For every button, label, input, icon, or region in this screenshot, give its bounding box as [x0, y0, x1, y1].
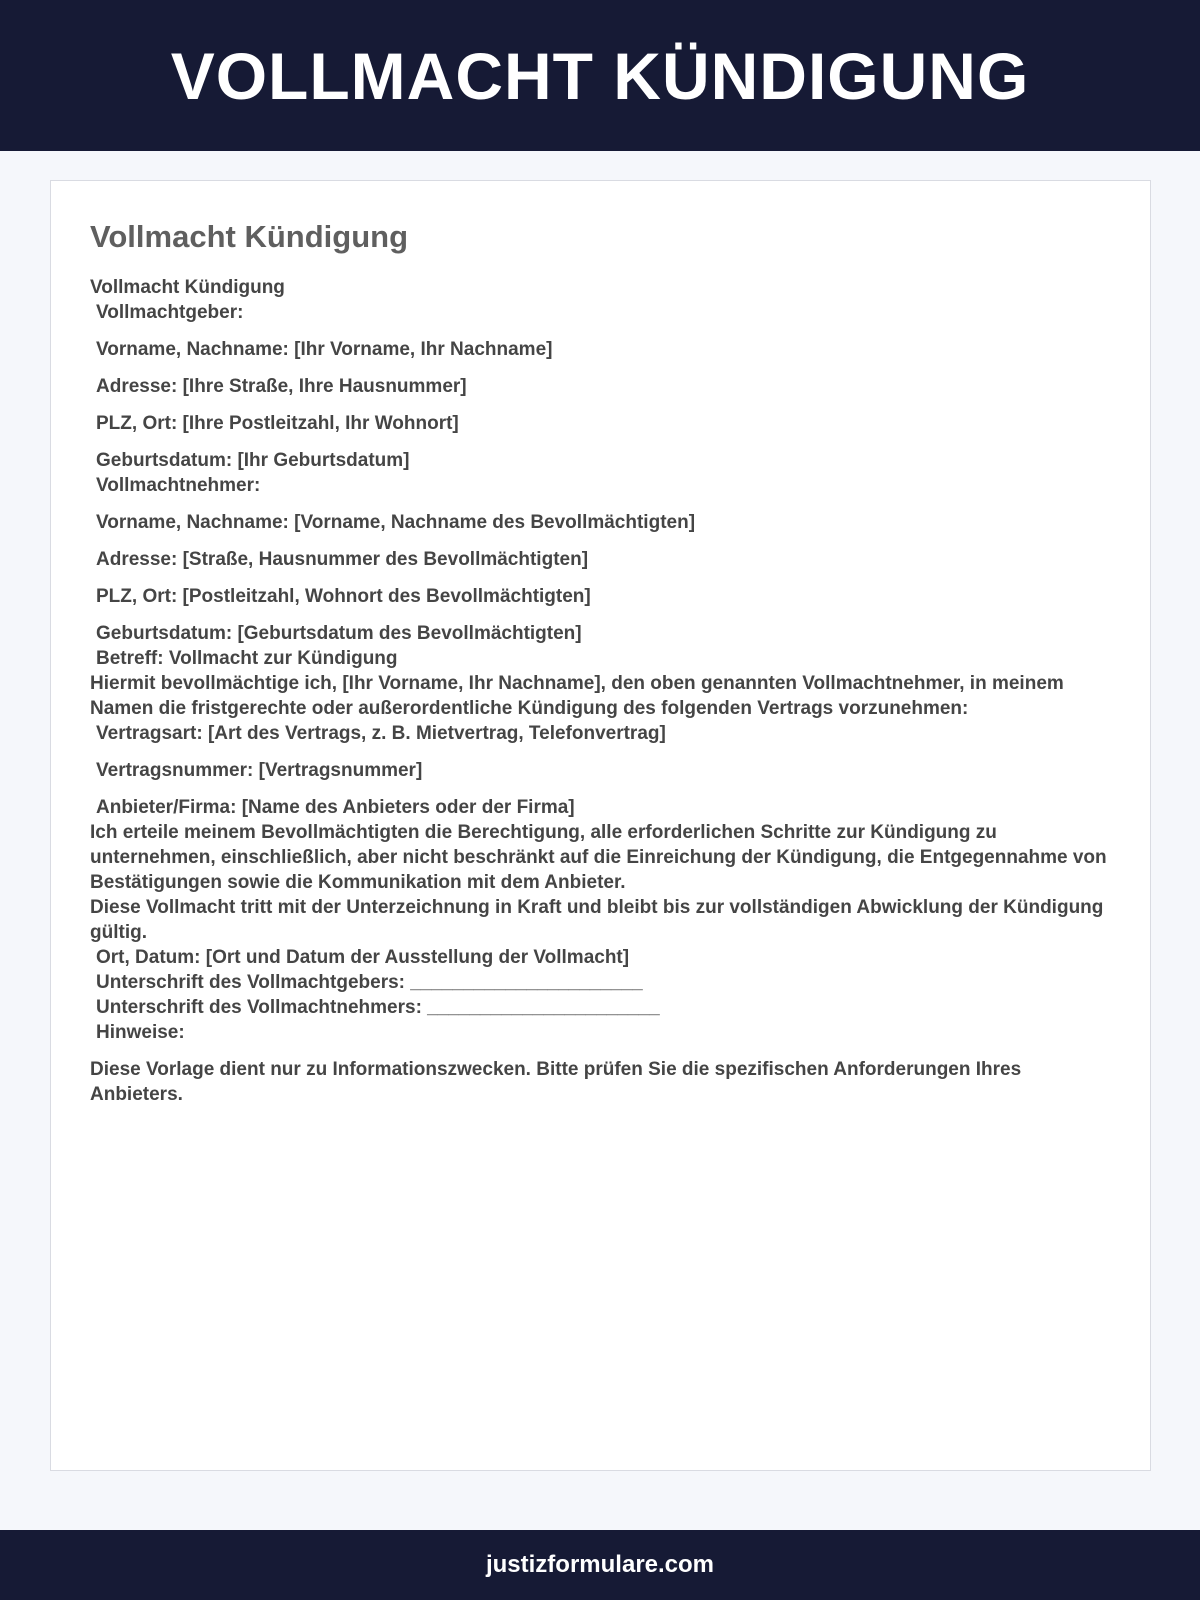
- field-contract-number: Vertragsnummer: [Vertragsnummer]: [96, 760, 423, 781]
- page-header: [0, 0, 1200, 151]
- page-footer: [0, 1530, 1200, 1600]
- field-grantor-city: PLZ, Ort: [Ihre Postleitzahl, Ihr Wohnort]: [96, 413, 459, 434]
- signature-grantor: Unterschrift des Vollmachtgebers: ______________________: [96, 972, 643, 993]
- notes-label: Hinweise:: [96, 1022, 185, 1043]
- header-title: VOLLMACHT KÜNDIGUNG: [170, 38, 1030, 113]
- field-agent-city: PLZ, Ort: [Postleitzahl, Wohnort des Bevollmächtigten]: [96, 586, 591, 607]
- footer-site-name: justizformulare.com: [485, 1551, 715, 1578]
- field-grantor-name: Vorname, Nachname: [Ihr Vorname, Ihr Nachname]: [96, 339, 553, 360]
- document-card: [50, 180, 1151, 1471]
- field-provider: Anbieter/Firma: [Name des Anbieters oder der Firma]: [96, 797, 575, 818]
- document-title: Vollmacht Kündigung: [90, 219, 409, 254]
- field-grantor-birthdate: Geburtsdatum: [Ihr Geburtsdatum]: [96, 450, 410, 471]
- permissions-paragraph: Ich erteile meinem Bevollmächtigten die Berechtigung, alle erforderlichen Schritte zur Kündigung zu unternehmen, einschließlich, aber nicht beschränkt auf die Einreichung der Kündigung, die Entgegennahme von Bestätigungen sowie die Kommunikation mit dem Anbieter.: [90, 822, 1107, 893]
- subject-line: Betreff: Vollmacht zur Kündigung: [96, 648, 398, 669]
- body-heading: Vollmacht Kündigung: [90, 277, 285, 298]
- field-agent-address: Adresse: [Straße, Hausnummer des Bevollmächtigten]: [96, 549, 589, 570]
- section-label-vollmachtnehmer: Vollmachtnehmer:: [96, 475, 261, 496]
- validity-paragraph: Diese Vollmacht tritt mit der Unterzeichnung in Kraft und bleibt bis zur vollständigen Abwicklung der Kündigung gültig.: [90, 897, 1104, 943]
- authorization-paragraph: Hiermit bevollmächtige ich, [Ihr Vorname, Ihr Nachname], den oben genannten Vollmachtnehmer, in meinem Namen die fristgerechte oder außerordentliche Kündigung des folgenden Vertrags vorzunehmen:: [90, 673, 1064, 719]
- field-agent-name: Vorname, Nachname: [Vorname, Nachname des Bevollmächtigten]: [96, 512, 696, 533]
- disclaimer-paragraph: Diese Vorlage dient nur zu Informationszwecken. Bitte prüfen Sie die spezifischen Anforderungen Ihres Anbieters.: [90, 1059, 1022, 1105]
- field-agent-birthdate: Geburtsdatum: [Geburtsdatum des Bevollmächtigten]: [96, 623, 582, 644]
- field-place-date: Ort, Datum: [Ort und Datum der Ausstellung der Vollmacht]: [96, 947, 630, 968]
- field-contract-type: Vertragsart: [Art des Vertrags, z. B. Mietvertrag, Telefonvertrag]: [96, 723, 666, 744]
- field-grantor-address: Adresse: [Ihre Straße, Ihre Hausnummer]: [96, 376, 467, 397]
- section-label-vollmachtgeber: Vollmachtgeber:: [96, 302, 244, 323]
- document-body: [90, 275, 1114, 1107]
- signature-agent: Unterschrift des Vollmachtnehmers: ______________________: [96, 997, 660, 1018]
